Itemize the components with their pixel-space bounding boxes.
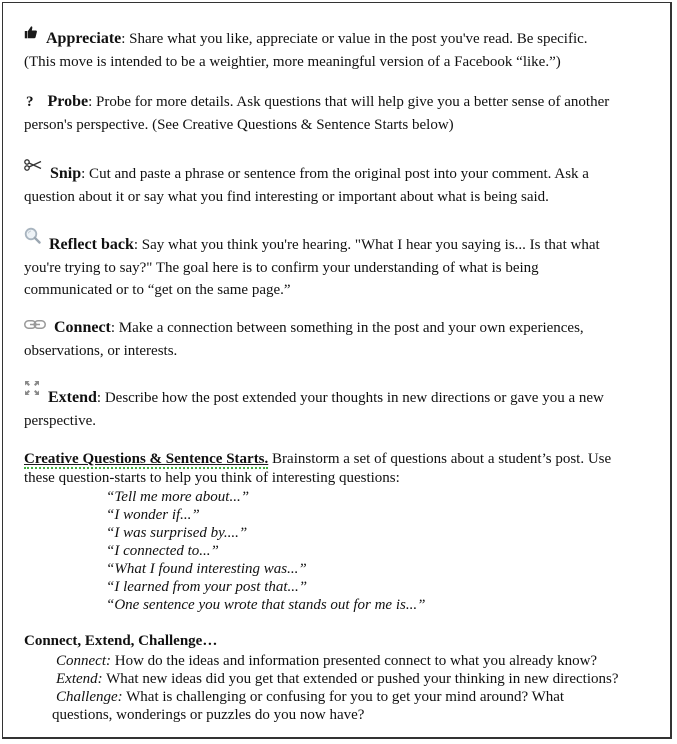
ceh-item-connect <box>56 652 597 670</box>
move-text: : Probe for more details. Ask questions that will help give you a better sense of another <box>88 94 610 110</box>
move-text: question about it or say what you find interesting or important about what is being said. <box>24 188 549 205</box>
ceh-item-challenge-cont <box>52 706 364 724</box>
ceh-text: How do the ideas and information presented connect to what you already know? <box>110 653 598 669</box>
link-icon <box>24 314 46 323</box>
move-title: Probe <box>47 93 89 110</box>
move-text: observations, or interests. <box>24 342 178 359</box>
move-reflect-back <box>24 232 654 302</box>
move-text: perspective. <box>24 412 97 429</box>
ceh-text: What new ideas did you get that extended or pushed your thinking in new directions? <box>102 671 619 687</box>
ceh-text: questions, wonderings or puzzles do you now have? <box>52 707 365 723</box>
move-text: : Make a connection between something in the post and your own experiences, <box>110 320 584 336</box>
sentence-start: “One sentence you wrote that stands out for me is...” <box>106 597 426 613</box>
extend-arrows-icon <box>24 380 40 396</box>
move-title: Snip <box>50 165 82 182</box>
creative-text: these question-starts to help you think of interesting questions: <box>24 469 400 486</box>
move-title: Appreciate <box>46 30 122 47</box>
move-title: Reflect back <box>49 236 134 253</box>
move-text: : Cut and paste a phrase or sentence from the original post into your comment. Ask a <box>81 166 589 182</box>
ceh-text: What is challenging or confusing for you to get your mind around? What <box>122 689 565 705</box>
move-text: (This move is intended to be a weightier, more meaningful version of a Facebook “like.”) <box>24 53 561 70</box>
scissors-icon <box>24 156 42 168</box>
move-title: Connect <box>54 319 111 336</box>
magnifier-icon <box>24 227 41 244</box>
sentence-start: “What I found interesting was...” <box>106 561 307 577</box>
move-text: you're trying to say?" The goal here is to confirm your understanding of what is being <box>24 259 539 276</box>
question-mark-icon: ? <box>26 94 34 110</box>
creative-text: Brainstorm a set of questions about a student’s post. Use <box>268 451 612 467</box>
ceh-label: Connect: <box>56 653 111 669</box>
move-text: person's perspective. (See Creative Questions & Sentence Starts below) <box>24 116 454 133</box>
move-text: : Describe how the post extended your thoughts in new directions or gave you a new <box>96 390 604 406</box>
move-appreciate <box>24 28 654 73</box>
sentence-start: “I was surprised by....” <box>106 525 248 541</box>
ceh-item-challenge <box>56 688 564 706</box>
ceh-label: Extend: <box>56 671 103 687</box>
move-extend <box>24 386 654 432</box>
move-probe <box>24 91 654 136</box>
sentence-start: “I learned from your post that...” <box>106 579 308 595</box>
creative-questions-section <box>24 450 654 487</box>
sentence-start: “I wonder if...” <box>106 507 200 523</box>
ceh-heading: Connect, Extend, Challenge… <box>24 633 218 649</box>
ceh-label: Challenge: <box>56 689 123 705</box>
move-text: : Share what you like, appreciate or value in the post you've read. Be specific. <box>121 31 588 47</box>
creative-questions-heading: Creative Questions & Sentence Starts. <box>24 451 269 467</box>
sentence-start: “I connected to...” <box>106 543 219 559</box>
sentence-start: “Tell me more about...” <box>106 489 250 505</box>
move-connect <box>24 317 654 362</box>
thumbs-up-icon <box>24 24 38 38</box>
sentence-starts-list <box>106 488 425 614</box>
ceh-item-extend <box>56 670 619 688</box>
move-title: Extend <box>48 389 97 406</box>
move-text: communicated or to “get on the same page.” <box>24 282 291 298</box>
move-snip <box>24 163 654 208</box>
move-text: : Say what you think you're hearing. "What I hear you saying is... Is that what <box>133 237 600 253</box>
